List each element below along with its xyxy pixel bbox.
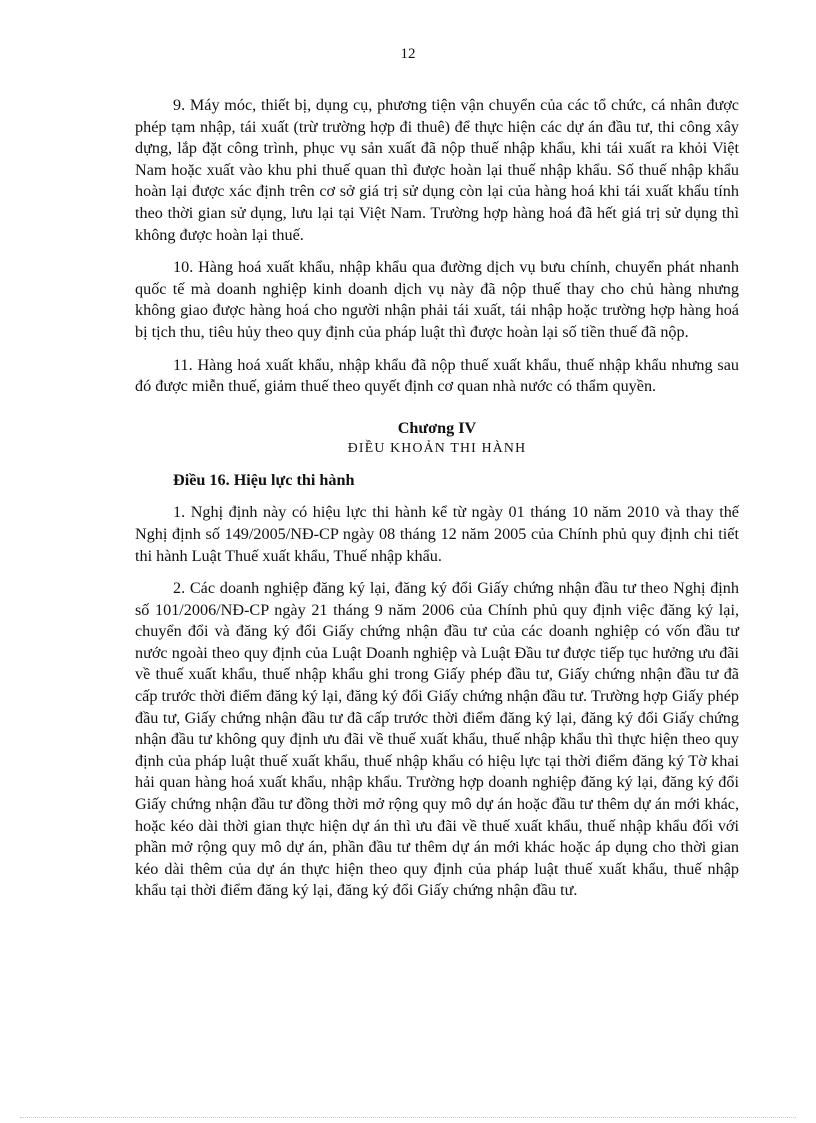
document-body [135,95,739,913]
article-heading: Điều 16. Hiệu lực thi hành [173,470,355,489]
article-paragraph-1: 1. Nghị định này có hiệu lực thi hành kể từ ngày 01 tháng 10 năm 2010 và thay thế Nghị định số 149/2005/NĐ-CP ngày 08 tháng 12 năm 2005 của Chính phủ quy định chi tiết thi hành Luật Thuế xuất khẩu, Thuế nhập khẩu. [135,503,739,565]
chapter-heading [135,418,739,458]
chapter-title: Chương IV [397,418,477,437]
paragraph-item-9: 9. Máy móc, thiết bị, dụng cụ, phương tiện vận chuyển của các tổ chức, cá nhân được phép tạm nhập, tái xuất (trừ trường hợp đi thuê) để thực hiện các dự án đầu tư, thi công xây dựng, lắp đặt công trình, phục vụ sản xuất đã nộp thuế nhập khẩu, khi tái xuất ra khỏi Việt Nam hoặc xuất vào khu phi thuế quan thì được hoàn lại thuế nhập khẩu. Số thuế nhập khẩu hoàn lại được xác định trên cơ sở giá trị sử dụng còn lại của hàng hoá khi tái xuất khẩu tính theo thời gian sử dụng, lưu lại tại Việt Nam. Trường hợp hàng hoá đã hết giá trị sử dụng thì không được hoàn lại thuế. [135,96,739,244]
paragraph-item-11: 11. Hàng hoá xuất khẩu, nhập khẩu đã nộp thuế xuất khẩu, thuế nhập khẩu nhưng sau đó được miễn thuế, giảm thuế theo quyết định cơ quan nhà nước có thẩm quyền. [135,355,739,396]
page-bottom-rule [20,1117,796,1118]
article-paragraph-2: 2. Các doanh nghiệp đăng ký lại, đăng ký đổi Giấy chứng nhận đầu tư theo Nghị định số 101/2006/NĐ-CP ngày 21 tháng 9 năm 2006 của Chính phủ quy định việc đăng ký lại, chuyển đổi và đăng ký đổi Giấy chứng nhận đầu tư của các doanh nghiệp có vốn đầu tư nước ngoài theo quy định của Luật Doanh nghiệp và Luật Đầu tư được tiếp tục hưởng ưu đãi về thuế xuất khẩu, thuế nhập khẩu ghi trong Giấy phép đầu tư, Giấy chứng nhận đầu tư đã cấp trước thời điểm đăng ký lại, đăng ký đổi Giấy chứng nhận đầu tư. Trường hợp Giấy phép đầu tư, Giấy chứng nhận đầu tư đã cấp trước thời điểm đăng ký lại, đăng ký đổi Giấy chứng nhận đầu tư không quy định ưu đãi về thuế xuất khẩu, thuế nhập khẩu thì thực hiện theo quy định của pháp luật thuế xuất khẩu, thuế nhập khẩu có hiệu lực tại thời điểm đăng ký Tờ khai hải quan hàng hoá xuất khẩu, nhập khẩu. Trường hợp doanh nghiệp đăng ký lại, đăng ký đổi Giấy chứng nhận đầu tư đồng thời mở rộng quy mô dự án hoặc đầu tư thêm dự án mới khác, hoặc kéo dài thời gian thực hiện dự án thì ưu đãi về thuế xuất khẩu, thuế nhập khẩu đối với phần mở rộng quy mô dự án, phần đầu tư thêm dự án mới khác hoặc áp dụng cho thời gian kéo dài thêm của dự án thực hiện theo quy định của pháp luật thuế xuất khẩu, thuế nhập khẩu tại thời điểm đăng ký lại, đăng ký đổi Giấy chứng nhận đầu tư. [135,579,739,900]
chapter-subtitle: ĐIỀU KHOẢN THI HÀNH [347,439,527,455]
paragraph-item-10: 10. Hàng hoá xuất khẩu, nhập khẩu qua đường dịch vụ bưu chính, chuyển phát nhanh quốc tế mà doanh nghiệp kinh doanh dịch vụ này đã nộp thuế thay cho chủ hàng nhưng không giao được hàng hoá cho người nhận phải tái xuất, tái nhập hoặc trường hợp hàng hoá bị tịch thu, tiêu hủy theo quy định của pháp luật thì được hoàn lại số tiền thuế đã nộp. [135,258,739,341]
page-number: 12 [400,46,416,62]
